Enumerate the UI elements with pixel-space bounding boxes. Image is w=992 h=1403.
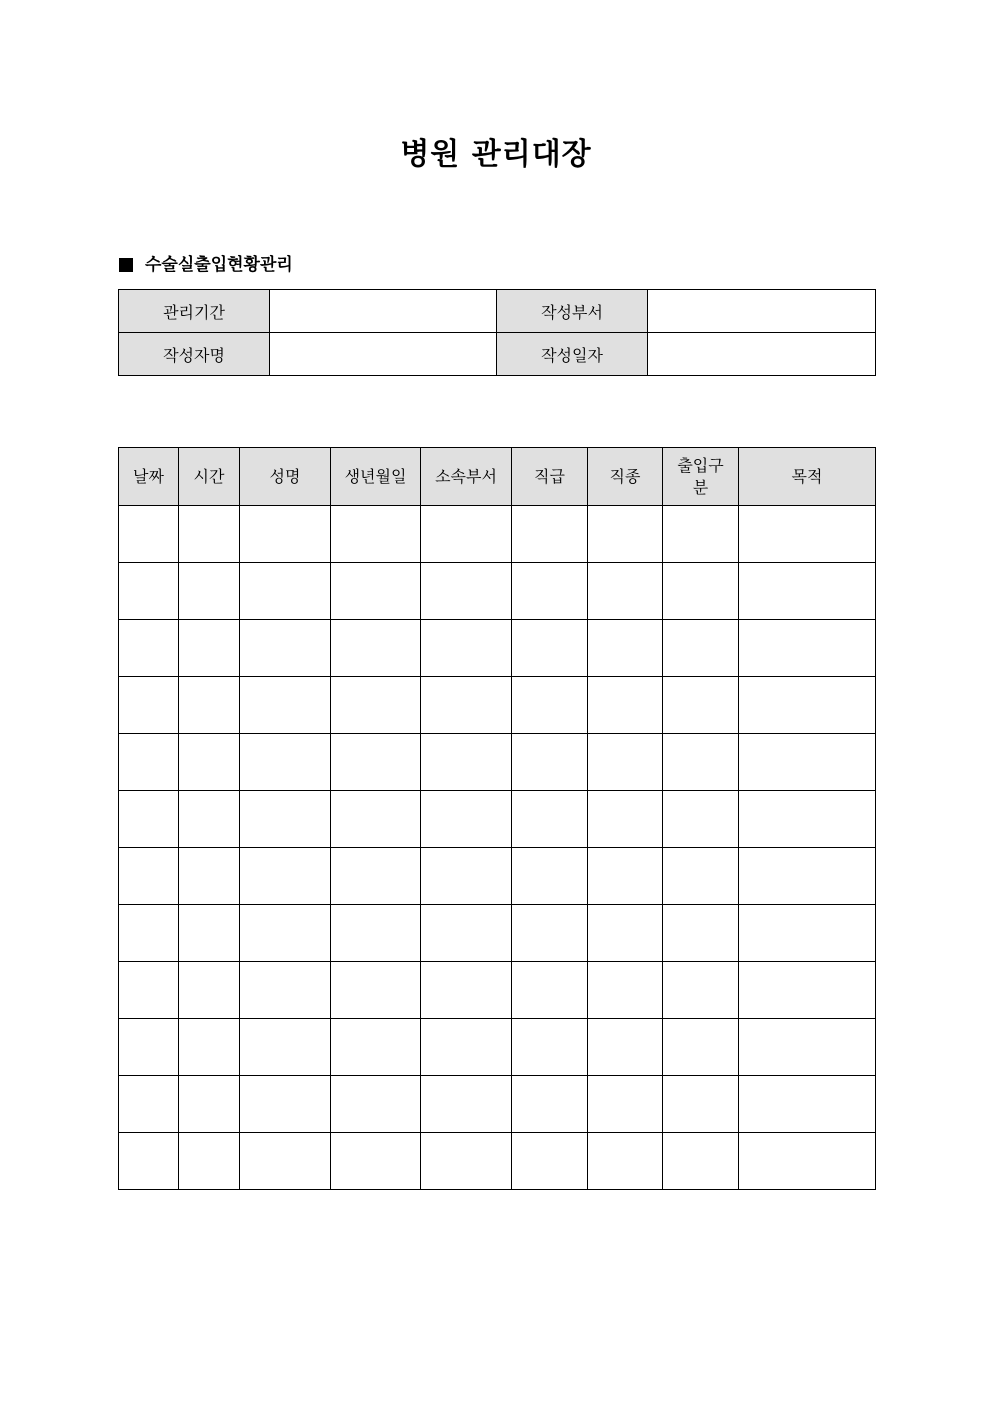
table-row [119, 620, 876, 677]
table-cell[interactable] [512, 962, 588, 1019]
table-cell[interactable] [240, 905, 331, 962]
table-cell[interactable] [588, 791, 663, 848]
table-cell[interactable] [331, 1076, 421, 1133]
table-cell[interactable] [179, 905, 240, 962]
table-cell[interactable] [179, 506, 240, 563]
table-cell[interactable] [179, 677, 240, 734]
table-row [119, 677, 876, 734]
table-cell[interactable] [663, 1133, 739, 1190]
col-header-department: 소속부서 [421, 448, 512, 506]
table-cell[interactable] [588, 905, 663, 962]
table-cell[interactable] [663, 563, 739, 620]
table-cell[interactable] [179, 1133, 240, 1190]
table-cell[interactable] [240, 791, 331, 848]
table-cell[interactable] [739, 1133, 876, 1190]
table-cell[interactable] [739, 1076, 876, 1133]
table-cell[interactable] [588, 734, 663, 791]
table-cell[interactable] [119, 1133, 179, 1190]
table-row [119, 563, 876, 620]
table-cell[interactable] [240, 620, 331, 677]
table-cell[interactable] [331, 962, 421, 1019]
info-row [119, 333, 876, 376]
table-cell[interactable] [421, 620, 512, 677]
table-cell[interactable] [421, 848, 512, 905]
table-cell[interactable] [512, 1019, 588, 1076]
table-cell[interactable] [588, 677, 663, 734]
table-cell[interactable] [512, 905, 588, 962]
table-cell[interactable] [331, 620, 421, 677]
table-cell[interactable] [739, 962, 876, 1019]
table-cell[interactable] [739, 563, 876, 620]
table-cell[interactable] [240, 734, 331, 791]
management-period-label: 관리기간 [119, 290, 270, 333]
table-cell[interactable] [663, 1019, 739, 1076]
table-cell[interactable] [739, 506, 876, 563]
table-cell[interactable] [512, 677, 588, 734]
square-bullet-icon [119, 258, 133, 272]
table-cell[interactable] [179, 848, 240, 905]
section-heading [119, 253, 293, 277]
col-header-rank: 직급 [512, 448, 588, 506]
table-cell[interactable] [240, 1076, 331, 1133]
table-cell[interactable] [331, 506, 421, 563]
table-cell[interactable] [421, 506, 512, 563]
table-cell[interactable] [179, 791, 240, 848]
table-cell[interactable] [179, 1076, 240, 1133]
table-cell[interactable] [588, 620, 663, 677]
table-cell[interactable] [421, 1076, 512, 1133]
table-cell[interactable] [512, 620, 588, 677]
table-cell[interactable] [421, 791, 512, 848]
table-cell[interactable] [739, 848, 876, 905]
table-cell[interactable] [331, 1019, 421, 1076]
col-header-date: 날짜 [119, 448, 179, 506]
department-field[interactable] [648, 290, 876, 333]
table-cell[interactable] [119, 620, 179, 677]
table-cell[interactable] [240, 1133, 331, 1190]
date-field[interactable] [648, 333, 876, 376]
table-cell[interactable] [663, 962, 739, 1019]
page-title: 병원 관리대장 [400, 137, 592, 172]
writer-label: 작성자명 [119, 333, 270, 376]
table-cell[interactable] [119, 848, 179, 905]
table-cell[interactable] [421, 1019, 512, 1076]
table-cell[interactable] [421, 962, 512, 1019]
table-cell[interactable] [421, 734, 512, 791]
table-cell[interactable] [663, 734, 739, 791]
table-cell[interactable] [739, 1019, 876, 1076]
table-cell[interactable] [663, 1076, 739, 1133]
table-cell[interactable] [179, 1019, 240, 1076]
table-cell[interactable] [588, 506, 663, 563]
table-cell[interactable] [179, 734, 240, 791]
table-cell[interactable] [663, 677, 739, 734]
table-cell[interactable] [119, 506, 179, 563]
col-header-name: 성명 [240, 448, 331, 506]
table-cell[interactable] [331, 734, 421, 791]
table-cell[interactable] [331, 1133, 421, 1190]
col-header-birthdate: 생년월일 [331, 448, 421, 506]
table-cell[interactable] [512, 1133, 588, 1190]
table-cell[interactable] [663, 848, 739, 905]
table-row [119, 905, 876, 962]
info-table [118, 289, 876, 376]
table-cell[interactable] [179, 620, 240, 677]
table-cell[interactable] [663, 905, 739, 962]
table-row [119, 1076, 876, 1133]
table-cell[interactable] [739, 677, 876, 734]
table-cell[interactable] [331, 677, 421, 734]
table-cell[interactable] [240, 1019, 331, 1076]
table-cell[interactable] [512, 734, 588, 791]
table-cell[interactable] [512, 848, 588, 905]
col-header-time: 시간 [179, 448, 240, 506]
table-cell[interactable] [421, 563, 512, 620]
table-row [119, 962, 876, 1019]
table-cell[interactable] [739, 734, 876, 791]
table-cell[interactable] [663, 791, 739, 848]
table-cell[interactable] [119, 905, 179, 962]
info-row [119, 290, 876, 333]
table-cell[interactable] [588, 1076, 663, 1133]
col-header-occupation: 직종 [588, 448, 663, 506]
table-cell[interactable] [588, 1019, 663, 1076]
management-period-field[interactable] [270, 290, 497, 333]
table-cell[interactable] [512, 791, 588, 848]
date-label: 작성일자 [497, 333, 648, 376]
table-cell[interactable] [119, 677, 179, 734]
table-cell[interactable] [240, 563, 331, 620]
table-cell[interactable] [588, 563, 663, 620]
table-cell[interactable] [331, 848, 421, 905]
table-cell[interactable] [739, 791, 876, 848]
table-cell[interactable] [421, 905, 512, 962]
table-row [119, 848, 876, 905]
log-body [119, 506, 876, 1190]
table-cell[interactable] [421, 1133, 512, 1190]
col-header-entry-type: 출입구분 [663, 448, 739, 506]
table-cell[interactable] [331, 563, 421, 620]
table-cell[interactable] [331, 791, 421, 848]
table-cell[interactable] [663, 620, 739, 677]
table-row [119, 734, 876, 791]
table-cell[interactable] [240, 677, 331, 734]
col-header-purpose: 목적 [739, 448, 876, 506]
table-cell[interactable] [421, 677, 512, 734]
table-row [119, 791, 876, 848]
table-cell[interactable] [739, 620, 876, 677]
table-row [119, 1019, 876, 1076]
table-cell[interactable] [331, 905, 421, 962]
table-cell[interactable] [588, 1133, 663, 1190]
table-cell[interactable] [119, 791, 179, 848]
table-cell[interactable] [663, 506, 739, 563]
table-cell[interactable] [119, 1019, 179, 1076]
table-cell[interactable] [240, 506, 331, 563]
table-row [119, 1133, 876, 1190]
table-cell[interactable] [512, 563, 588, 620]
table-cell[interactable] [512, 506, 588, 563]
table-cell[interactable] [588, 962, 663, 1019]
table-cell[interactable] [588, 848, 663, 905]
section-title: 수술실출입현황관리 [145, 255, 293, 275]
department-label: 작성부서 [497, 290, 648, 333]
table-cell[interactable] [240, 848, 331, 905]
access-log-table [118, 447, 876, 1190]
writer-field[interactable] [270, 333, 497, 376]
table-row [119, 506, 876, 563]
table-cell[interactable] [119, 734, 179, 791]
header-row [119, 448, 876, 506]
table-cell[interactable] [240, 962, 331, 1019]
table-cell[interactable] [179, 563, 240, 620]
table-cell[interactable] [119, 962, 179, 1019]
table-cell[interactable] [512, 1076, 588, 1133]
table-cell[interactable] [179, 962, 240, 1019]
table-cell[interactable] [739, 905, 876, 962]
table-cell[interactable] [119, 563, 179, 620]
table-cell[interactable] [119, 1076, 179, 1133]
